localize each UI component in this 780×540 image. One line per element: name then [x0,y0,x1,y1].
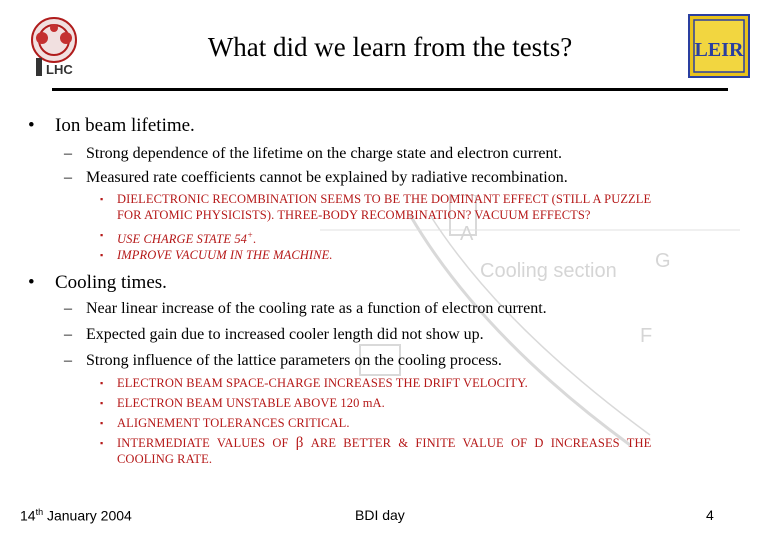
section-label: Cooling times. [55,272,167,293]
footer-event: BDI day [355,507,405,523]
svg-text:LHC: LHC [46,62,73,77]
bullet: • [28,272,35,293]
beta-symbol: β [295,435,304,451]
footer-date: 14th January 2004 [20,507,132,524]
svg-text:F: F [640,325,653,347]
bullet: • [28,115,35,136]
svg-text:G: G [655,250,671,272]
section-label: Ion beam lifetime. [55,115,195,136]
svg-text:Cooling section: Cooling section [480,260,617,282]
svg-text:LEIR: LEIR [694,39,744,61]
slide-title: What did we learn from the tests? [207,32,573,62]
svg-text:A: A [460,223,474,245]
page-number: 4 [706,507,714,523]
